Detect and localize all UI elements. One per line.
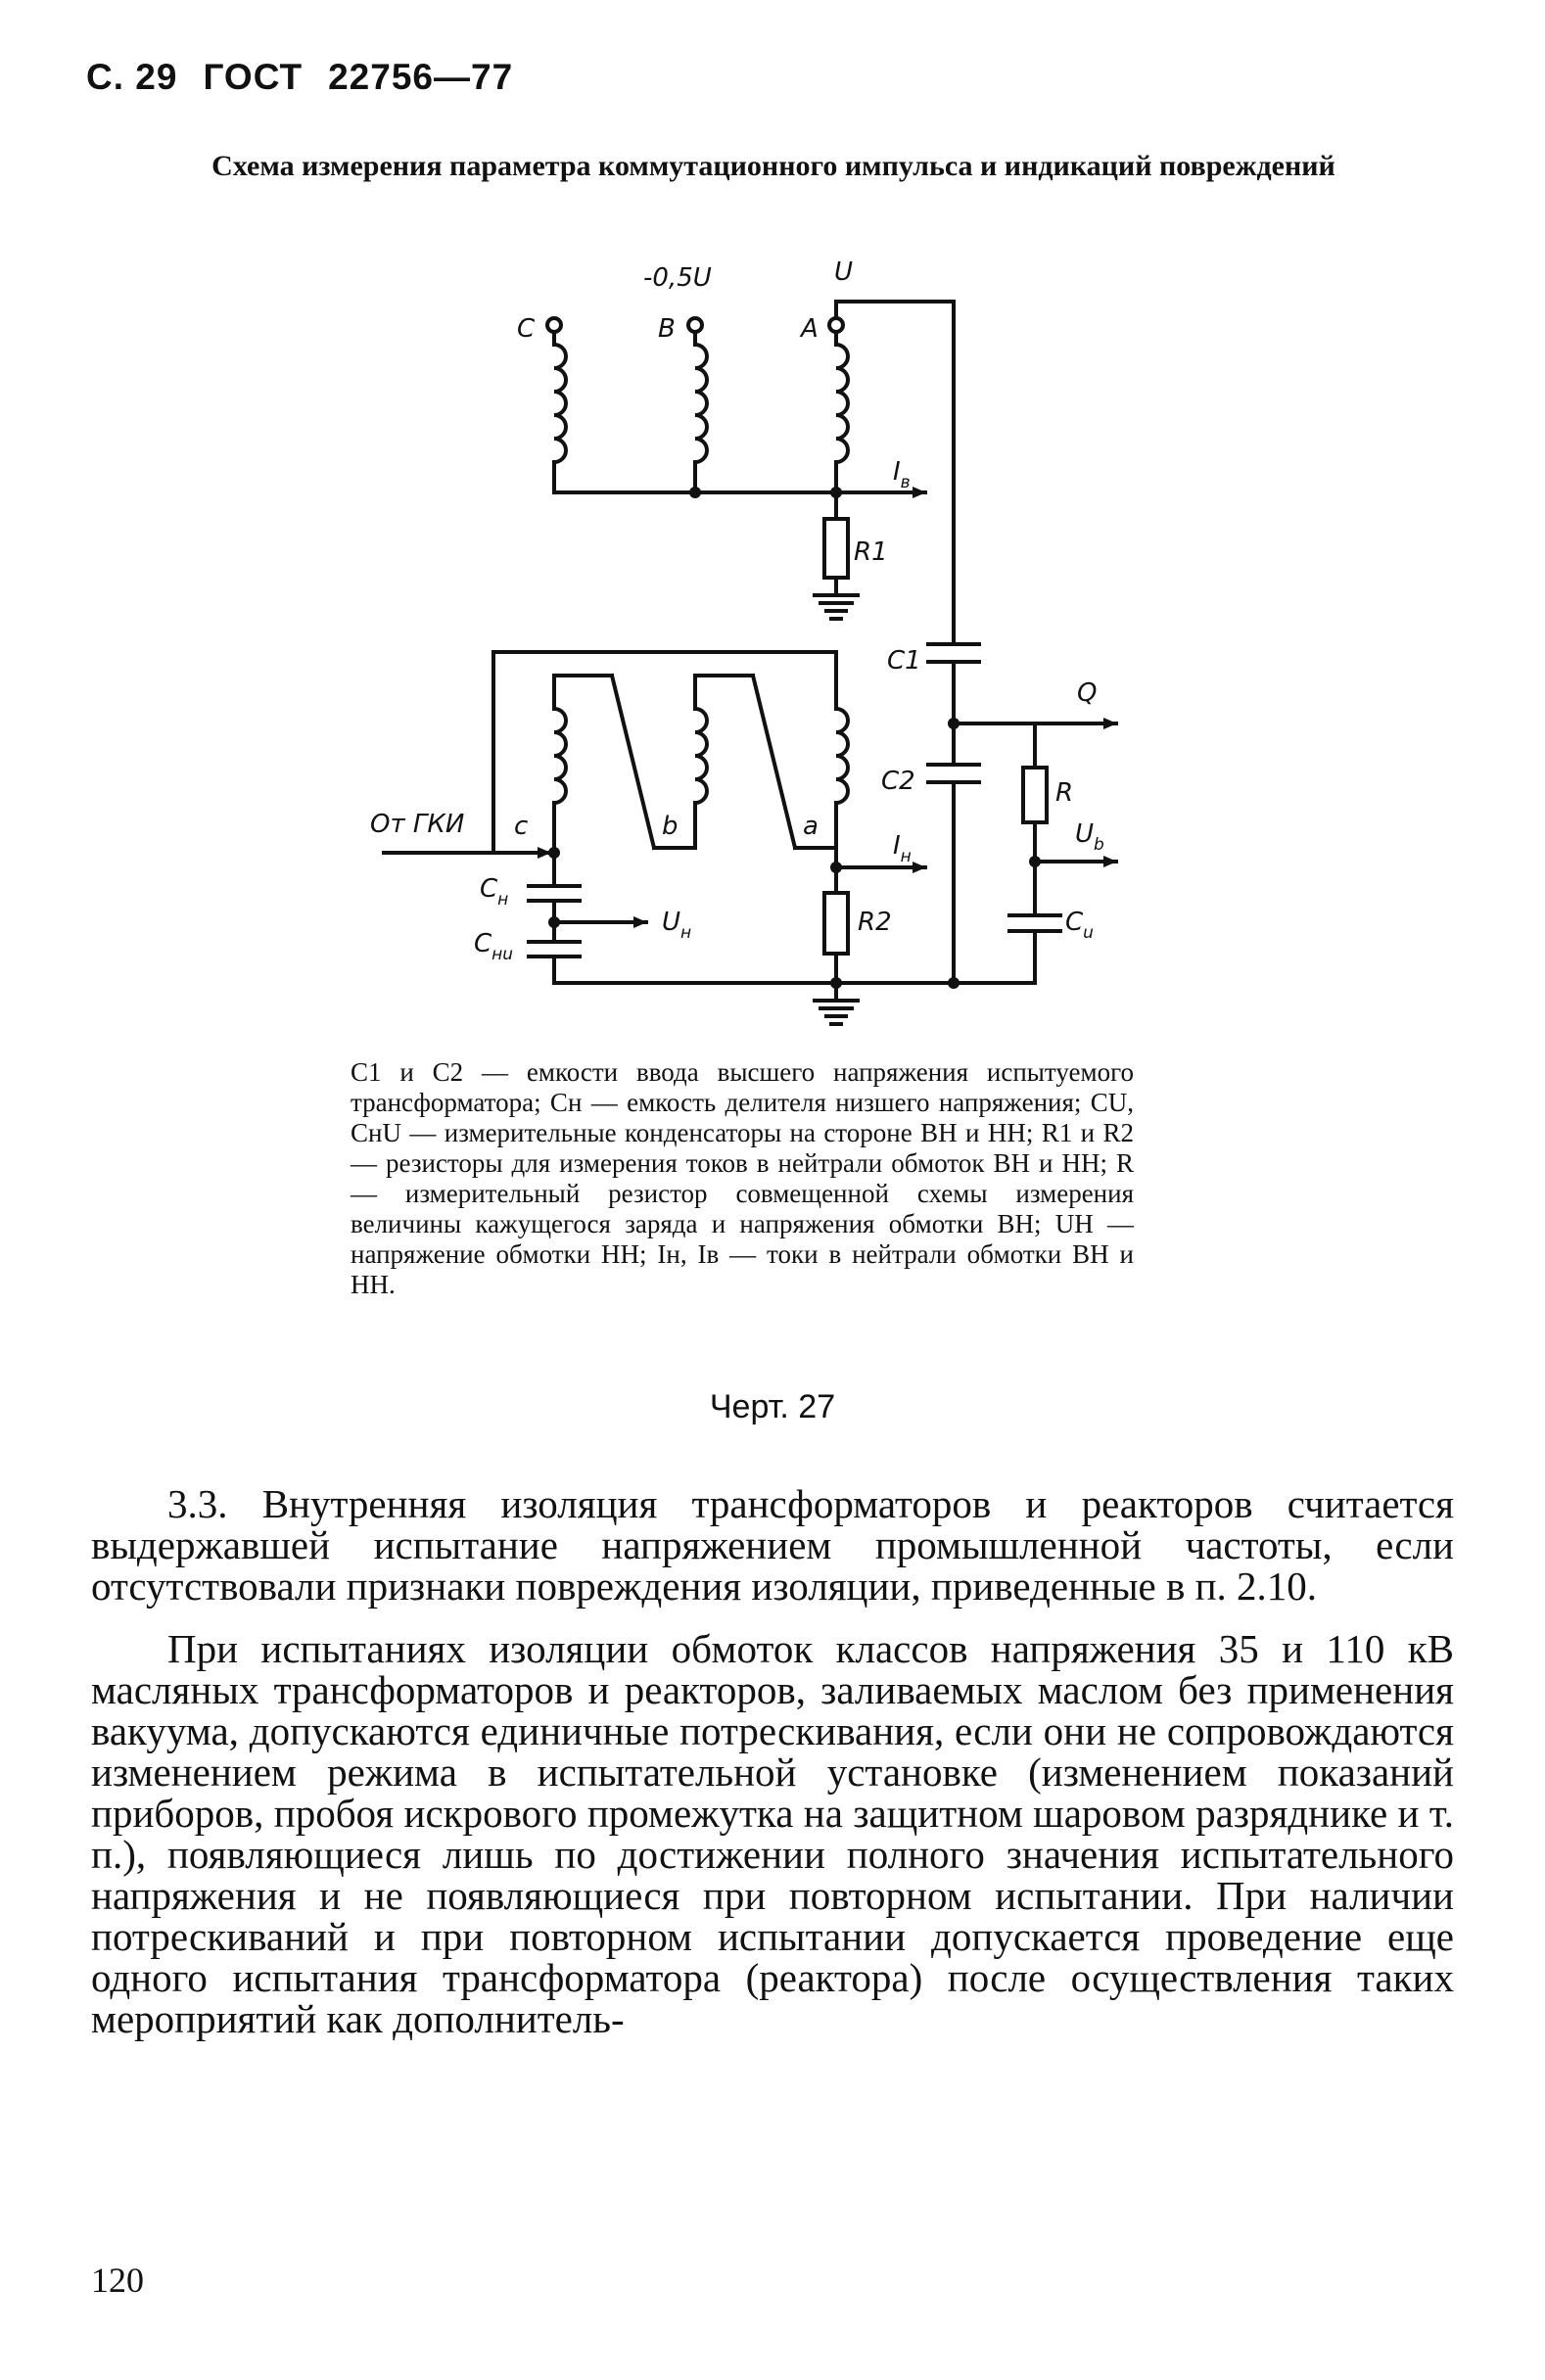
capacitor-c1 [928,644,979,662]
resistor-r1 [824,519,848,578]
label-voltage-u: U [834,257,854,287]
lv-winding-c [554,676,566,853]
label-c2: C2 [881,767,915,796]
label-current-low: $I_н$ [893,831,912,866]
standard-number: 22756—77 [328,57,514,97]
circuit-diagram [0,0,1545,1057]
label-r1: R1 [854,537,888,567]
label-c1: C1 [887,646,921,676]
capacitor-cn [529,886,580,901]
capacitor-cu [1009,915,1060,931]
junction-dots [548,487,1041,989]
figure-title: Схема измерения параметра коммутационного импульса и индикаций повреждений [211,150,1335,182]
label-r2: R2 [858,908,892,937]
resistor-r [1023,768,1047,822]
label-un: $U_н$ [662,908,692,943]
label-terminal-c-lower: c [514,812,529,841]
label-ub: $U_b$ [1075,819,1104,855]
legend-text: C1 и C2 — емкости ввода высшего напряжения испытуемого трансформатора; Cн — емкость делителя низшего напряжения; CU, CнU — измерительные конденсаторы на стороне ВН и НН; R1 и R2 — резисторы для измерения токов в нейтрали обмоток ВН и НН; R — измерительный резистор совмещенной схемы измерения величины кажущегося заряда и напряжения обмотки ВН; UН — напряжение обмотки НН; Iн, Iв — токи в нейтрали обмотки ВН и НН. [351,1057,1134,1299]
paragraph-crackling: При испытаниях изоляции обмоток классов напряжения 35 и 110 кВ масляных трансформаторов и реакторов, заливаемых маслом без применения вакуума, допускаются единичные потрескивания, если они не сопровождаются изменением режима в испытательной установке (изменением показаний приборов, пробоя искрового промежутка на защитном шаровом разряднике и т. п.), появляющиеся лишь по достижении полного значения испытательного напряжения и не появляющиеся при повторном испытании. При наличии потрескиваний и при повторном испытании допускается проведение еще одного испытания трансформатора (реактора) после осуществления таких мероприятий как дополнитель- [91,1626,1454,2041]
delta-link-cb [612,676,654,848]
label-r: R [1055,778,1074,808]
body-text [91,1483,1454,2039]
label-half-voltage: -0,5U [643,263,712,293]
ground-lower [815,1001,858,1024]
label-cu: $C_u$ [1065,908,1094,943]
delta-link-ba [753,676,795,848]
label-cnu: $C_{нu}$ [474,929,514,964]
capacitor-cnu [529,942,580,957]
page-reference: С. 29 [86,57,178,97]
paragraph-3-3: 3.3. Внутренняя изоляция трансформаторов и реакторов считается выдержавшей испытание напряжением промышленной частоты, если отсутствовали признаки повреждения изоляции, приведенные в п. 2.10. [91,1481,1454,1609]
label-terminal-a-lower: a [803,812,819,841]
label-current-high: $I_в$ [893,457,911,492]
label-terminal-a-upper: A [801,314,819,344]
label-cn: $C_н$ [480,874,509,910]
label-terminal-c-upper: C [517,314,536,344]
standard-label: ГОСТ [203,57,304,97]
capacitor-c2 [928,765,979,782]
label-from-gki: От ГКИ [370,810,465,839]
label-terminal-b-upper: B [658,314,676,344]
ground-upper [815,595,858,619]
figure-caption: Черт. 27 [709,1388,836,1425]
figure-legend [351,1057,1134,1300]
hv-winding-c [547,318,566,492]
page-number: 120 [91,2261,144,2300]
resistor-r2 [824,893,848,954]
hv-winding-b [688,318,707,492]
label-terminal-b-lower: b [662,812,679,841]
label-q: Q [1077,678,1098,708]
